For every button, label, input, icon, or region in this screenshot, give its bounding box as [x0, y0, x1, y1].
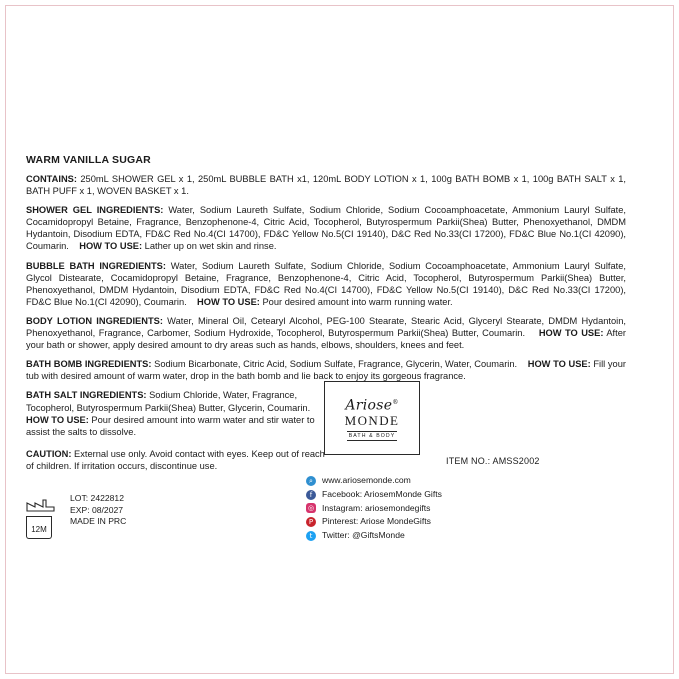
body-lotion-howto: After your bath or shower, apply desired amount to dry areas such as hands, elbows, shoulders, knees and feet. [26, 328, 626, 351]
bubble-bath-label: BUBBLE BATH INGREDIENTS: [26, 260, 166, 271]
bath-salt-label: BATH SALT INGREDIENTS: [26, 390, 147, 401]
instagram-icon: ◎ [307, 504, 315, 513]
body-lotion-howto-label: HOW TO USE: [538, 328, 604, 339]
social-website-text: www.ariosemonde.com [322, 475, 411, 485]
bath-bomb-howto-label: HOW TO USE: [527, 359, 591, 370]
lot-number: LOT: 2422812 [70, 493, 124, 503]
body-lotion-label: BODY LOTION INGREDIENTS: [26, 315, 163, 326]
social-facebook-text: Facebook: AriosemMonde Gifts [322, 488, 442, 499]
social-links [306, 474, 442, 543]
bath-bomb-howto: Fill your tub with desired amount of warm water, drop in the bath bomb and lie back to enjoy its gorgeous fragrance. [26, 359, 626, 382]
contains-text: 250mL SHOWER GEL x 1, 250mL BUBBLE BATH x1, 120mL BODY LOTION x 1, 100g BATH BOMB x 1, 100g BATH SALT x 1, BATH PUFF x 1, WOVEN BASKET x 1. [26, 174, 626, 197]
social-pinterest-text: Pinterest: Ariose MondeGifts [322, 516, 431, 527]
social-row-facebook[interactable] [306, 488, 442, 502]
contains-block [26, 173, 626, 197]
caution-section [26, 448, 326, 472]
pinterest-icon: P [306, 517, 316, 527]
body-lotion-section [26, 315, 626, 351]
shower-gel-section [26, 204, 626, 252]
brand-tagline: BATH & BODY [348, 433, 396, 440]
bath-bomb-section [26, 358, 626, 382]
brand-logo [324, 381, 420, 455]
batch-lines [70, 493, 126, 528]
contains-label: CONTAINS: [26, 174, 77, 184]
bath-salt-howto: Pour desired amount into warm water and stir water to assist the salts to dissolve. [26, 414, 315, 437]
social-row-twitter[interactable] [306, 529, 442, 543]
social-instagram-text: Instagram: ariosemondegifts [322, 502, 431, 513]
body-lotion-ingredients: Water, Mineral Oil, Cetearyl Alcohol, PEG-100 Stearate, Stearic Acid, Glyceryl Stearate, DMDM Hydantoin, Phenoxyethanol, Fragrance, Carbomer, Sodium Hydroxide, Tocopherol, Butyrospermum Parkii(Shea) Butter, Coumarin. [26, 315, 626, 339]
shower-gel-ingredients: Water, Sodium Laureth Sulfate, Sodium Chloride, Sodium Cocoamphoacetate, Ammonium Lauryl Sulfate, Cocamidopropyl Betaine, Fragrance, Benzophenone-4, Citric Acid, Tocopherol, Butyrospermum Parkii(Shea) Butter, Phenoxyethanol, DMDM Hydantoin, Disodium EDTA, FD&C Red No.4(CI 14700), FD&C Yellow No.5(CI 19140), D&C Red No.33(CI 17200), FD&C Blue No.1(CI 42090), Coumarin. [26, 205, 627, 252]
shower-gel-howto: Lather up on wet skin and rinse. [142, 241, 277, 252]
social-row-pinterest[interactable] [306, 515, 442, 529]
label-border [5, 5, 674, 674]
facebook-icon: f [306, 490, 316, 500]
page-title: WARM VANILLA SUGAR [26, 154, 151, 166]
bubble-bath-howto: Pour desired amount into warm running water. [259, 296, 453, 307]
bath-salt-ingredients: Sodium Chloride, Water, Fragrance, Tocopherol, Butyrospermum Parkii(Shea) Butter, Glycerin, Coumarin. [26, 390, 311, 413]
bath-salt-section [26, 389, 326, 437]
registered-mark: ® [392, 398, 399, 406]
bubble-bath-ingredients: Water, Sodium Laureth Sulfate, Sodium Chloride, Sodium Cocoamphoacetate, Ammonium Lauryl Sulfate, Glycol Distearate, Cocamidopropyl Betaine, Fragrance, Benzophenone-4, Citric Acid, Tocopherol, Butyrospermum Parkii(Shea) Butter, Phenoxyethanol, DMDM Hydantoin, Disodium EDTA, FD&C Red No.4(CI 14700), FD&C Yellow No.5(CI 19140), D&C Red No.33(CI 17200), FD&C Blue No.1(CI 42090), Coumarin. [26, 260, 626, 307]
shower-gel-label: SHOWER GEL INGREDIENTS: [26, 205, 164, 216]
bath-salt-howto-label: HOW TO USE: [26, 414, 89, 425]
bath-bomb-ingredients: Sodium Bicarbonate, Citric Acid, Sodium Sulfate, Fragrance, Glycerin, Water, Coumarin. [151, 359, 518, 370]
item-number: ITEM NO.: AMSS2002 [446, 456, 540, 466]
bath-bomb-label: BATH BOMB INGREDIENTS: [26, 359, 152, 370]
globe-icon: ⌕ [306, 476, 316, 486]
brand-name-text: MONDE [344, 413, 400, 429]
caution-label: CAUTION: [26, 448, 72, 459]
brand-script-text: Ariose® [345, 397, 399, 414]
social-twitter-text: Twitter: @GiftsMonde [322, 530, 405, 541]
bubble-bath-section [26, 260, 626, 308]
bubble-bath-howto-label: HOW TO USE: [197, 296, 260, 307]
social-row-website[interactable] [306, 474, 442, 488]
shower-gel-howto-label: HOW TO USE: [79, 241, 143, 252]
pao-label: 12M [31, 525, 47, 534]
factory-icon [26, 496, 56, 512]
caution-text: External use only. Avoid contact with eyes. Keep out of reach of children. If irritation occurs, discontinue use. [26, 448, 325, 471]
social-row-instagram[interactable] [306, 502, 442, 516]
expiry-date: EXP: 08/2027 [70, 504, 124, 515]
twitter-icon: t [306, 531, 316, 541]
country-of-origin: MADE IN PRC [70, 516, 127, 526]
